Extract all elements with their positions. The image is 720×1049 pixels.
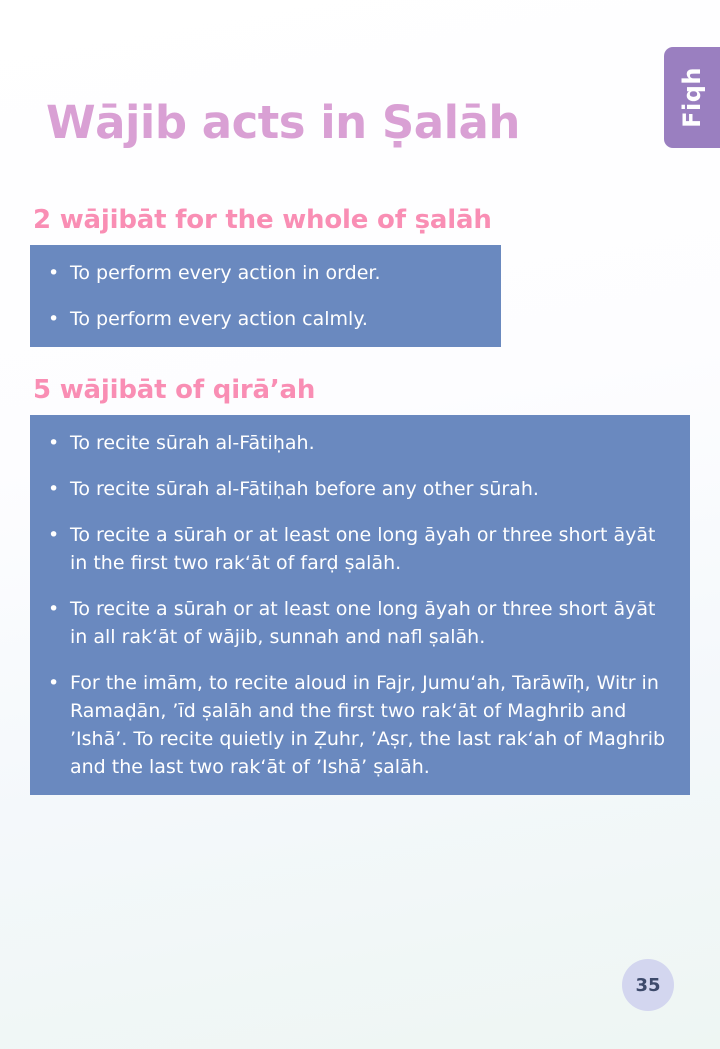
bullet-box [30,415,690,795]
list-item-text: To recite sūrah al-Fātiḥah. [70,432,315,454]
list-item [48,305,481,333]
bullet-dot-icon: • [48,432,60,454]
bullet-dot-icon: • [48,672,60,694]
list-item-text: To recite a sūrah or at least one long āyah or three short āyāt in the first two rak‘āt of farḍ ṣalāh. [70,524,656,574]
bullet-dot-icon: • [48,308,60,330]
chapter-tab-fiqh [664,47,720,148]
bullet-dot-icon: • [48,262,60,284]
list-item [48,475,670,503]
list-item [48,595,670,651]
list-item [48,521,670,577]
list-item [48,259,481,287]
section-heading: 2 wājibāt for the whole of ṣalāh [33,205,492,235]
bullet-box [30,245,501,347]
bullet-dot-icon: • [48,598,60,620]
bullet-dot-icon: • [48,524,60,546]
list-item-text: For the imām, to recite aloud in Fajr, Jumu‘ah, Tarāwīḥ, Witr in Ramaḍān, ’īd ṣalāh and the first two rak‘āt of Maghrib and ’Ishā’. To recite quietly in Ẓuhr, ’Aṣr, the last rak‘ah of Maghrib and the last two rak‘āt of ’Ishā’ ṣalāh. [70,672,666,778]
list-item [48,429,670,457]
page-number-badge: 35 [622,959,674,1011]
page-title: Wājib acts in Ṣalāh [46,96,520,150]
section-whole-of-salah [30,205,690,347]
list-item-text: To perform every action calmly. [70,308,368,330]
list-item-text: To recite sūrah al-Fātiḥah before any other sūrah. [70,478,539,500]
list-item-text: To perform every action in order. [70,262,381,284]
list-item-text: To recite a sūrah or at least one long āyah or three short āyāt in all rak‘āt of wājib, sunnah and nafl ṣalāh. [70,598,656,648]
list-item [48,669,670,781]
chapter-tab-label: Fiqh [678,67,706,128]
section-heading: 5 wājibāt of qirā’ah [33,375,316,405]
section-qiraah [30,375,690,795]
bullet-dot-icon: • [48,478,60,500]
